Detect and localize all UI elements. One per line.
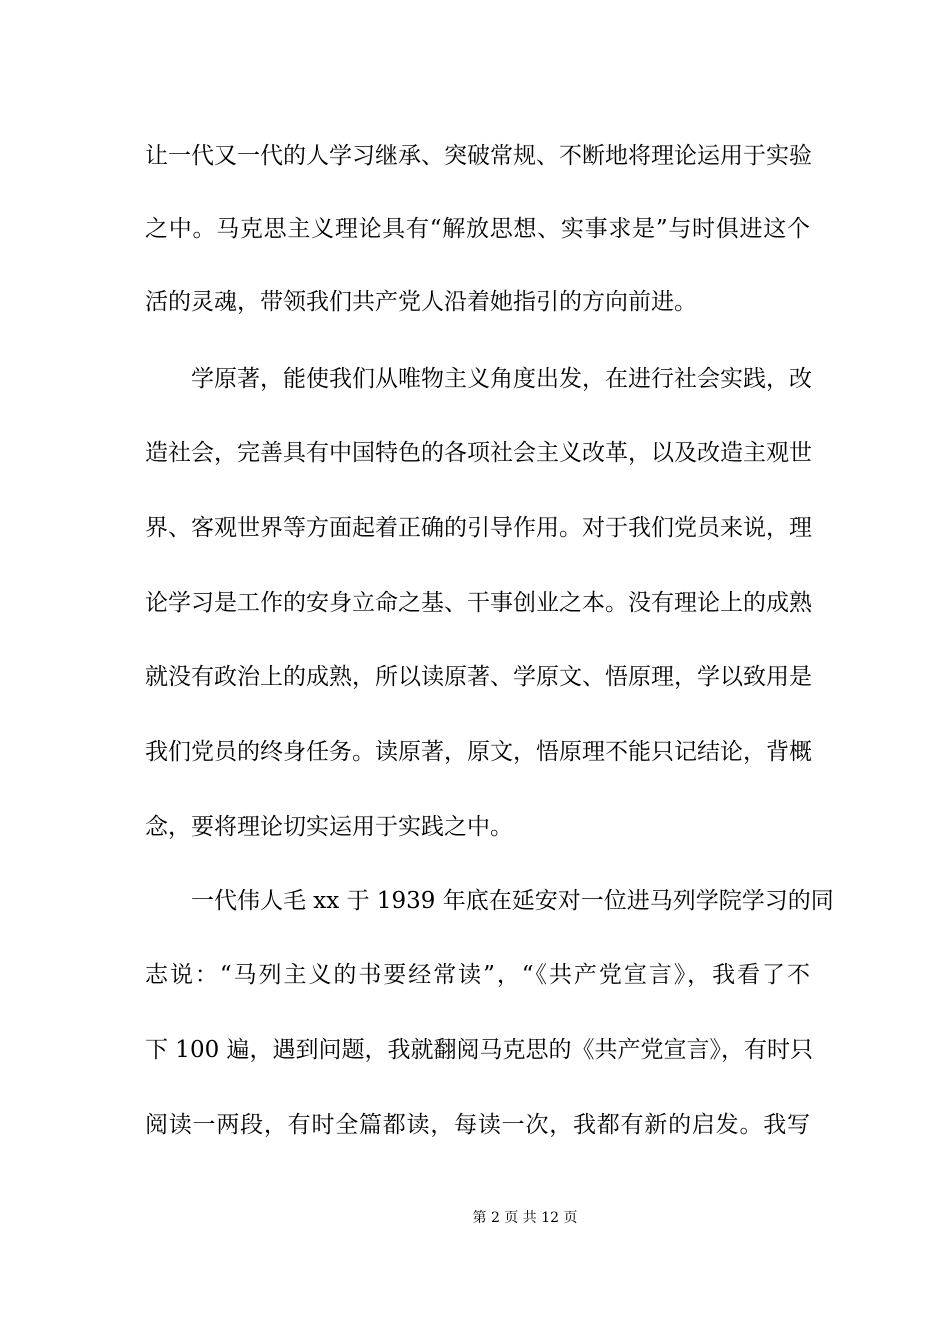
text-line: 我们党员的终身任务。读原著，原文，悟原理不能只记结论，背概 [145, 739, 812, 765]
text-line: 下 100 遍，遇到问题，我就翻阅马克思的《共产党宣言》，有时只 [145, 1037, 814, 1063]
text-line: 就没有政治上的成熟，所以读原著、学原文、悟原理，学以致用是 [145, 664, 812, 690]
page-footer [0, 1208, 950, 1228]
text-line: 念，要将理论切实运用于实践之中。 [145, 814, 513, 840]
text-line: 活的灵魂，带领我们共产党人沿着她指引的方向前进。 [145, 289, 697, 315]
text-line: 之中。马克思主义理论具有“解放思想、实事求是”与时俱进这个 [145, 216, 810, 242]
text-line: 界、客观世界等方面起着正确的引导作用。对于我们党员来说，理 [145, 515, 812, 541]
paragraph-first-line: 学原著，能使我们从唯物主义角度出发，在进行社会实践，改 [191, 366, 812, 392]
text-line: 论学习是工作的安身立命之基、干事创业之本。没有理论上的成熟 [145, 590, 812, 616]
text-line: 让一代又一代的人学习继承、突破常规、不断地将理论运用于实验 [145, 143, 812, 169]
text-line: 造社会，完善具有中国特色的各项社会主义改革，以及改造主观世 [145, 440, 812, 466]
paragraph-first-line: 一代伟人毛 xx 于 1939 年底在延安对一位进马列学院学习的同 [191, 888, 834, 914]
text-line: 阅读一两段，有时全篇都读，每读一次，我都有新的启发。我写 [145, 1112, 810, 1138]
text-line: 志说：“马列主义的书要经常读”，“《共产党宣言》，我看了不 [145, 962, 810, 988]
page-number-label: 第 2 页 共 12 页 [472, 1210, 578, 1226]
